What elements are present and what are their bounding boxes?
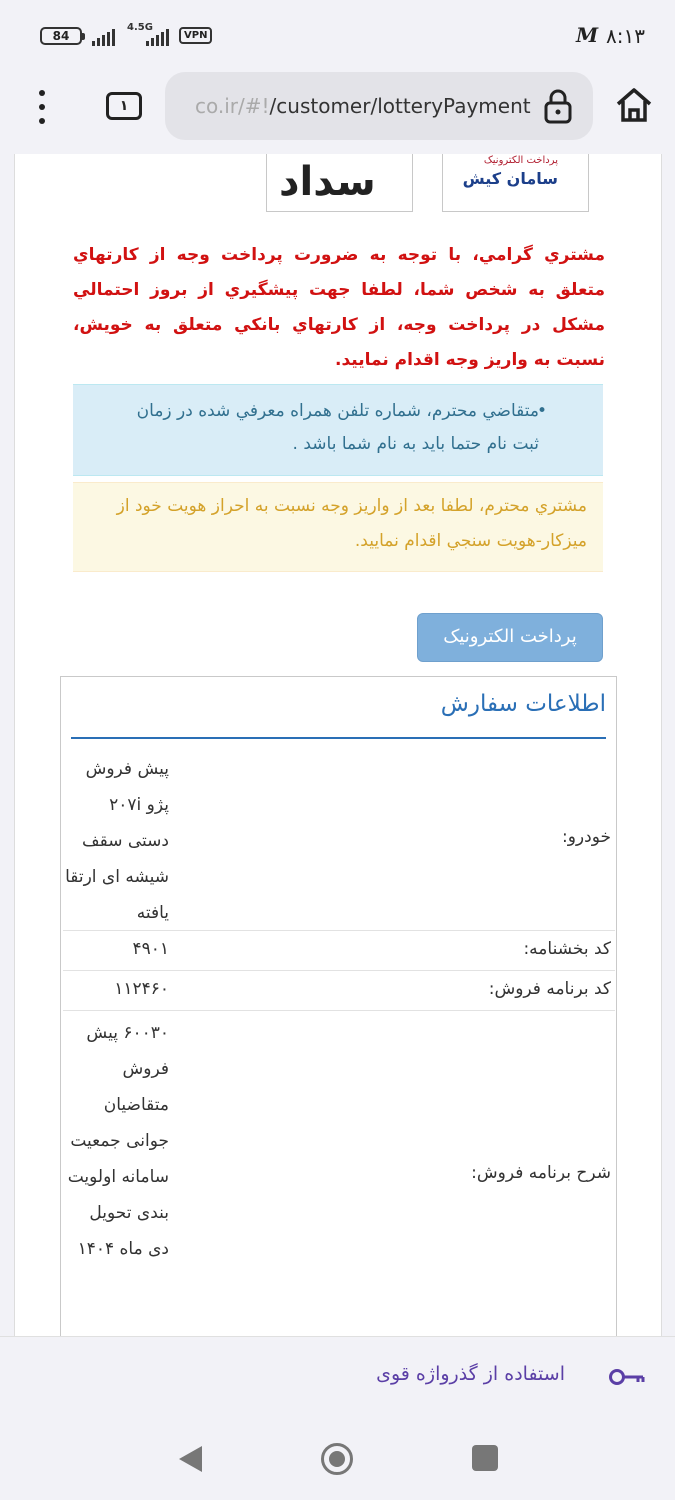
row-value: پیش فروش پژو ۲۰۷i دستی سقف شیشه ای ارتقا یافته <box>65 759 169 923</box>
sadad-logo[interactable] <box>266 154 413 212</box>
payment-warning-text: مشتري گرامي، با توجه به ضرورت پرداخت وجه از کارتهاي متعلق به شخص شما، لطفا جهت پيشگيري از بروز احتمالي مشکل در پرداخت وجه، از کارتهاي بانکي متعلق به خويش، نسبت به واريز وجه اقدام نماييد. <box>73 245 605 370</box>
saman-kish-logo[interactable] <box>442 154 589 212</box>
identity-warning-alert <box>73 482 603 572</box>
browser-toolbar <box>0 72 675 154</box>
row-label: کد بخشنامه: <box>523 939 611 959</box>
home-icon[interactable] <box>614 86 654 124</box>
table-row <box>63 747 615 931</box>
address-bar[interactable] <box>165 72 593 140</box>
info-alert <box>73 384 603 476</box>
clock: ۸:۱۳ <box>606 24 645 48</box>
table-row <box>63 971 615 1011</box>
tab-switcher-button[interactable]: ۱ <box>106 92 142 120</box>
nav-home-icon[interactable] <box>320 1442 354 1476</box>
network-type: 4.5G <box>127 22 153 33</box>
saman-logo-caption: پرداخت الکترونیک <box>483 155 558 166</box>
lock-icon[interactable] <box>543 88 573 124</box>
back-icon[interactable] <box>176 1444 204 1474</box>
panel-divider <box>71 737 606 739</box>
identity-warning-text: مشتري محترم، لطفا بعد از واريز وجه نسبت به احراز هويت خود از ميزکار-هويت سنجي اقدام نماييد. <box>116 496 587 551</box>
table-row <box>63 1011 615 1336</box>
battery-indicator: 84 <box>40 27 82 45</box>
password-suggestion-bar[interactable] <box>0 1336 675 1420</box>
row-label: کد برنامه فروش: <box>488 979 611 999</box>
row-label: خودرو: <box>561 827 611 847</box>
sadad-logo-text: سداد <box>279 159 376 205</box>
row-value: ۶۰۰۳۰ پیش فروش متقاضیان جوانی جمعیت سامانه اولویت بندی تحویل دی ماه ۱۴۰۴ <box>67 1023 169 1259</box>
info-bullet: • <box>536 401 547 421</box>
url-path: /customer/lotteryPayment <box>269 94 531 118</box>
url-text <box>195 94 531 118</box>
url-prefix: co.ir/#! <box>195 94 270 118</box>
use-strong-password-text[interactable]: استفاده از گذرواژه قوی <box>376 1363 565 1385</box>
electronic-payment-button[interactable]: پرداخت الکترونيک <box>417 613 603 662</box>
info-alert-text: متقاضي محترم، شماره تلفن همراه معرفي شده در زمان ثبت نام حتما بايد به نام شما باشد . <box>136 401 539 454</box>
panel-title: اطلاعات سفارش <box>440 691 606 717</box>
carrier-logo: M <box>576 23 599 47</box>
signal-icon-2 <box>146 26 169 46</box>
key-icon <box>608 1367 646 1387</box>
saman-logo-title: سامان کیش <box>462 169 558 188</box>
row-label: شرح برنامه فروش: <box>471 1163 611 1183</box>
web-viewport <box>0 154 675 1336</box>
page-content <box>14 154 662 1336</box>
vpn-badge: VPN <box>179 27 212 44</box>
recents-icon[interactable] <box>472 1445 498 1471</box>
system-nav-bar <box>0 1420 675 1500</box>
table-row <box>63 931 615 971</box>
row-value: ۴۹۰۱ <box>132 939 169 959</box>
status-bar <box>0 0 675 72</box>
overflow-menu-icon[interactable] <box>32 90 52 124</box>
row-value: ۱۱۲۴۶۰ <box>114 979 169 999</box>
signal-icon <box>92 26 115 46</box>
order-info-panel <box>60 676 617 1336</box>
